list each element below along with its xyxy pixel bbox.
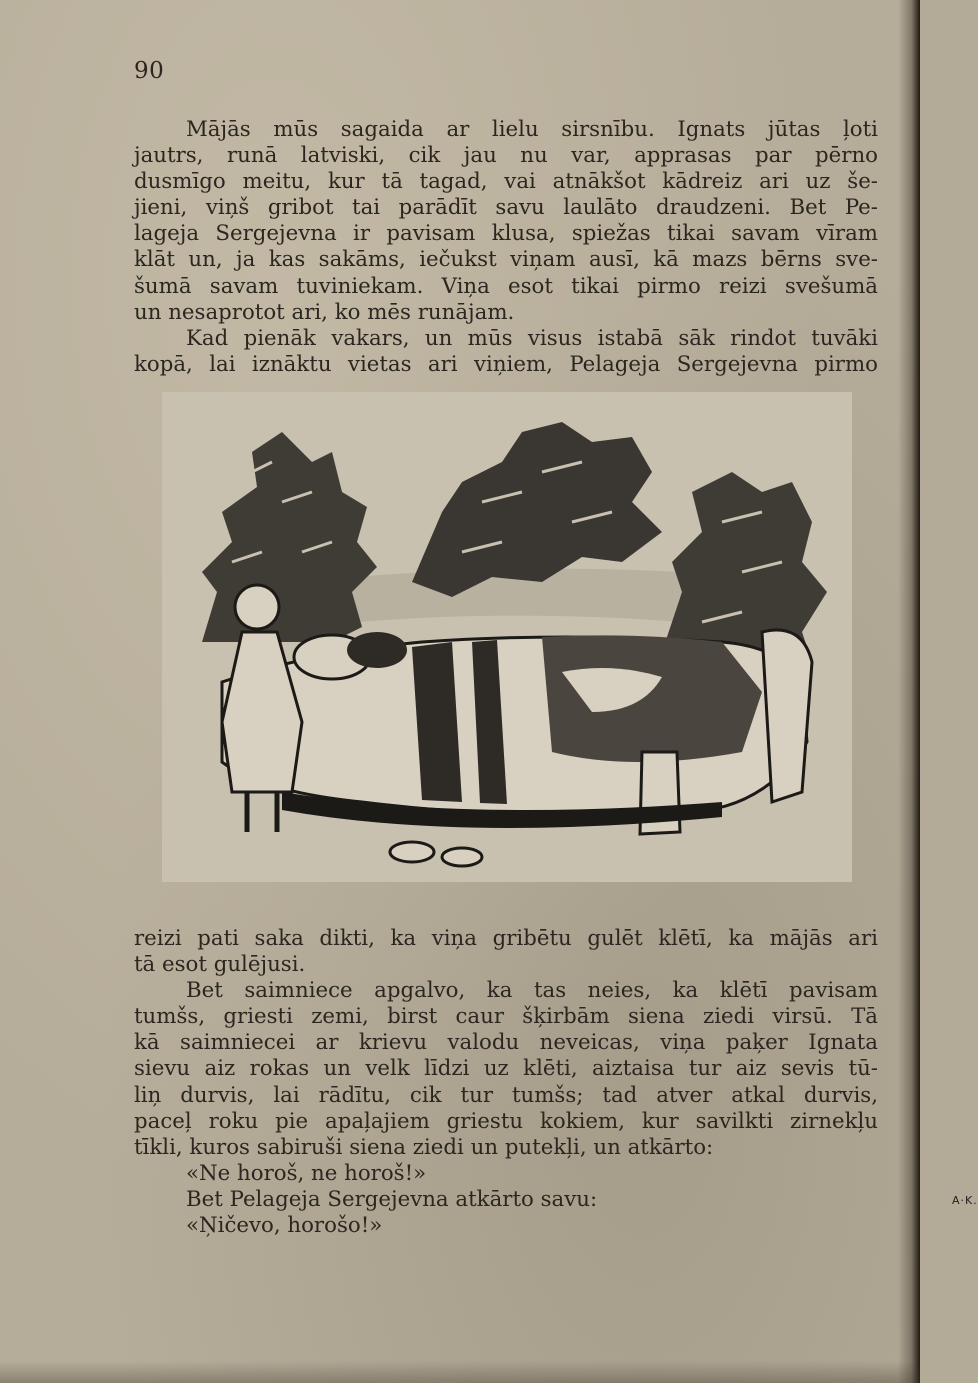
text-line: Kad pienāk vakars, un mūs visus istabā sāk rindot tuvāki xyxy=(186,325,878,351)
text-line: jautrs, runā latviski, cik jau nu var, apprasas par pērno xyxy=(134,143,878,169)
lower-text-block xyxy=(134,926,878,1239)
text-line: kopā, lai iznāktu vietas ari viņiem, Pelageja Sergejevna pirmo xyxy=(134,351,878,377)
child-head xyxy=(235,585,279,629)
dialogue-line: Bet Pelageja Sergejevna atkārto savu: xyxy=(186,1186,598,1212)
paragraph-3 xyxy=(134,978,878,1161)
hanging-cloth xyxy=(762,630,812,802)
text-line: jieni, viņš gribot tai parādīt savu laulāto draudzeni. Bet Pe- xyxy=(134,195,878,221)
text-line: klāt un, ja kas sakāms, iečukst viņam ausī, kā mazs bērns sve- xyxy=(134,247,878,273)
text-line: sievu aiz rokas un velk līdzi uz klēti, aiztaisa tur aiz sevis tū- xyxy=(134,1056,878,1082)
text-line: kā saimniecei ar krievu valodu neveicas, viņa paķer Ignata xyxy=(134,1030,878,1056)
illustration-drawing xyxy=(162,392,852,882)
text-line: dusmīgo meitu, kur tā tagad, vai atnākšot kādreiz ari uz še- xyxy=(134,169,878,195)
text-line: tumšs, griesti zemi, birst caur šķirbām siena ziedi virsū. Tā xyxy=(134,1004,878,1030)
text-line: tā esot gulējusi. xyxy=(134,952,306,978)
illustrator-signature: A·K. xyxy=(952,1194,978,1207)
dialogue xyxy=(134,1161,878,1239)
sleeping-head-hair xyxy=(347,632,407,668)
text-line: tīkli, kuros sabiruši siena ziedi un putekļi, un atkārto: xyxy=(134,1134,714,1160)
paragraph-2-end xyxy=(134,926,878,978)
page-bottom-edge xyxy=(0,1361,920,1383)
blanket-shadow xyxy=(542,635,762,762)
book-spine-shadow xyxy=(898,0,920,1383)
text-line: lageja Sergejevna ir pavisam klusa, spiežas tikai savam vīram xyxy=(134,221,878,247)
paragraph-2-start xyxy=(134,326,878,378)
upper-text-block xyxy=(134,117,878,378)
shoe xyxy=(390,842,434,862)
page-number: 90 xyxy=(134,58,165,84)
dialogue-line: «Ne horoš, ne horoš!» xyxy=(186,1160,427,1186)
text-line: reizi pati saka dikti, ka viņa gribētu gulēt klētī, ka mājās ari xyxy=(134,926,878,951)
text-line: Mājās mūs sagaida ar lielu sirsnību. Ignats jūtas ļoti xyxy=(186,117,878,142)
text-line: Bet saimniece apgalvo, ka tas neies, ka klētī pavisam xyxy=(186,978,878,1004)
shoe xyxy=(442,848,482,866)
paragraph-1 xyxy=(134,117,878,326)
dialogue-line: «Ņičevo, horošo!» xyxy=(186,1213,383,1239)
text-line: šumā savam tuviniekam. Viņa esot tikai pirmo reizi svešumā xyxy=(134,273,878,299)
text-line: liņ durvis, lai rādītu, cik tur tumšs; tad atver atkal durvis, xyxy=(134,1082,878,1108)
text-line: un nesaprotot ari, ko mēs runājam. xyxy=(134,299,515,325)
text-line: paceļ roku pie apaļajiem griestu kokiem, kur savilkti zirnekļu xyxy=(134,1108,878,1134)
